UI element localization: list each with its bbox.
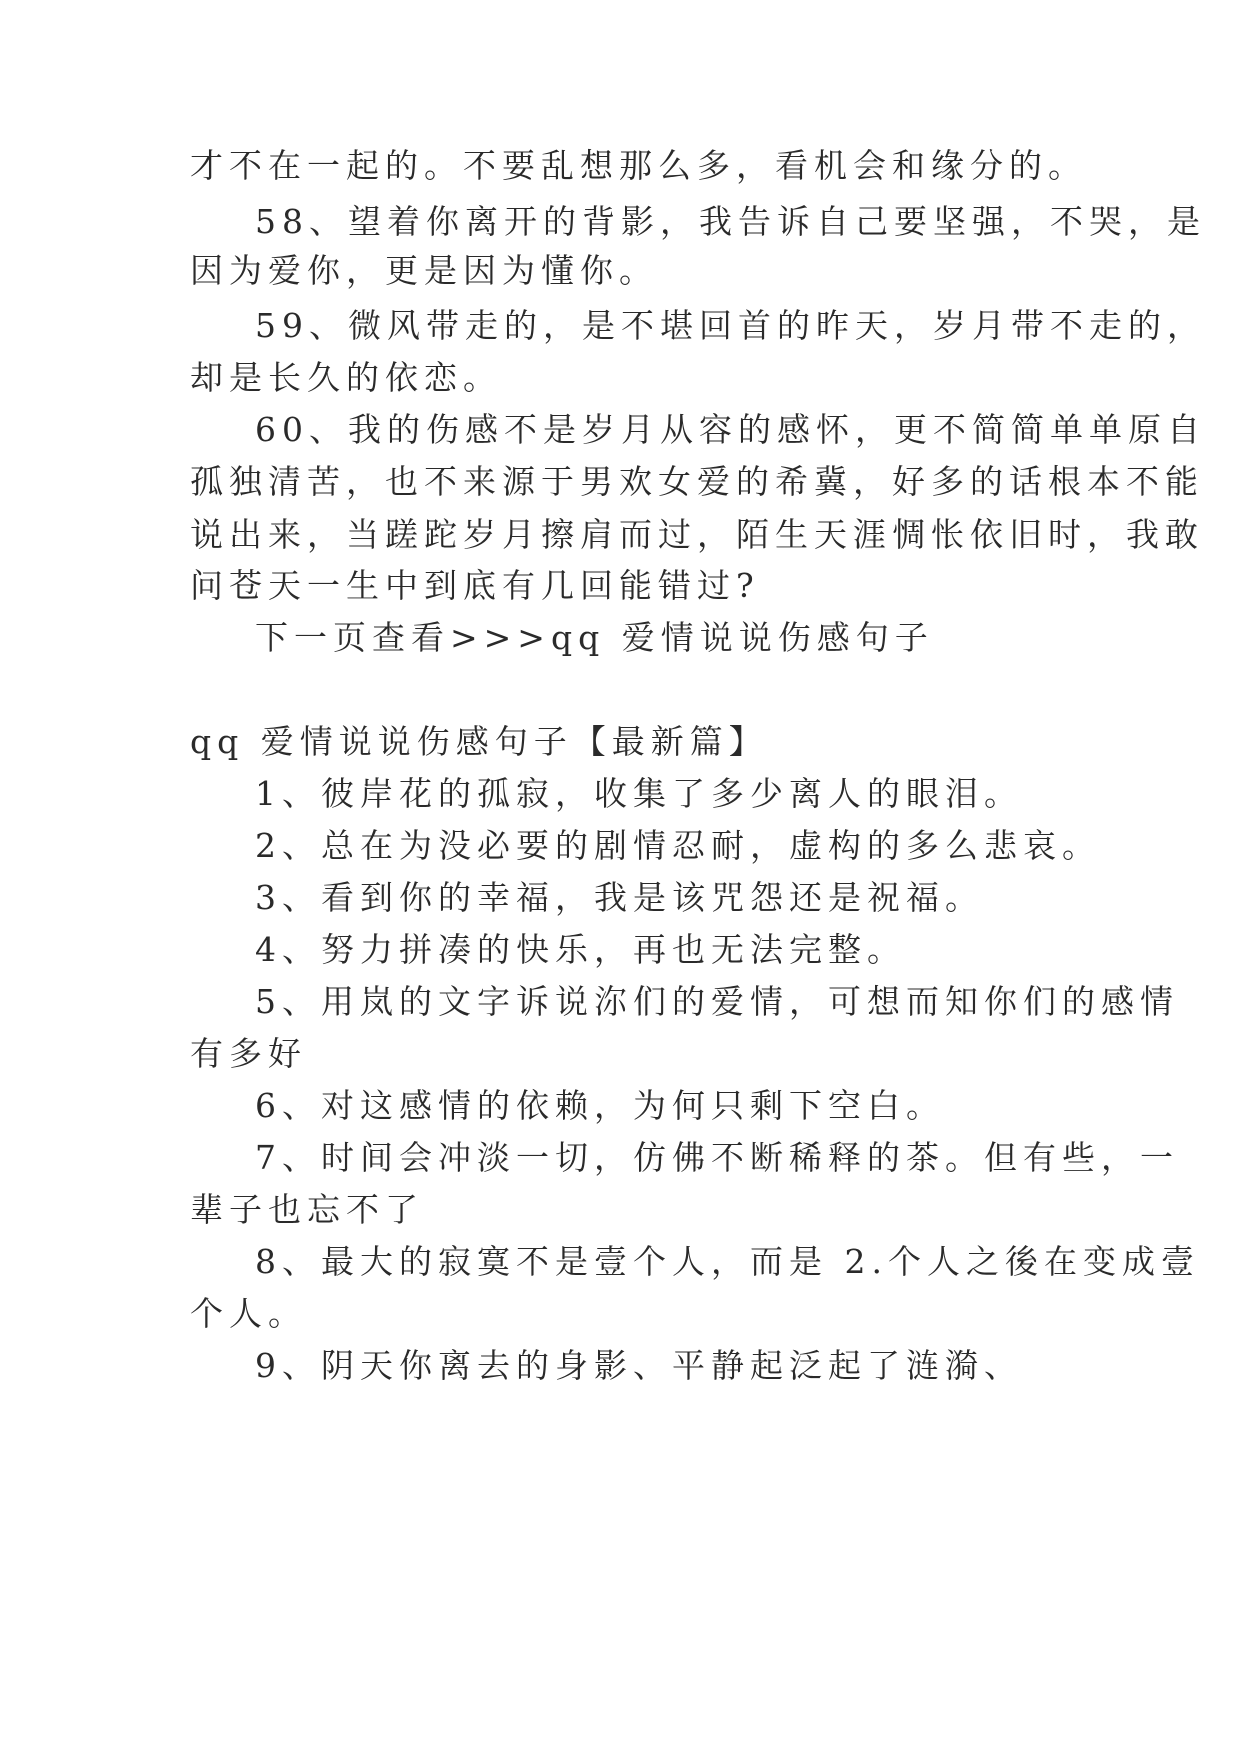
section-heading: qq 爱情说说伤感句子【最新篇】 (190, 722, 768, 761)
text-line: 6、对这感情的依赖，为何只剩下空白。 (255, 1086, 945, 1125)
text-line: 7、时间会冲淡一切，仿佛不断稀释的茶。但有些，一 (255, 1138, 1179, 1177)
text-line: 有多好 (190, 1034, 307, 1073)
text-line: 5、用岚的文字诉说沵们的爱情，可想而知你们的感情 (255, 982, 1179, 1021)
text-line: 却是长久的依恋。 (190, 358, 502, 397)
text-line: 58、望着你离开的背影，我告诉自己要坚强，不哭，是 (255, 202, 1206, 241)
text-line: 孤独清苦，也不来源于男欢女爱的希冀，好多的话根本不能 (190, 462, 1204, 501)
text-line: 因为爱你，更是因为懂你。 (190, 251, 658, 290)
text-line: 3、看到你的幸福，我是该咒怨还是祝福。 (255, 878, 984, 917)
text-line: 个人。 (190, 1294, 307, 1333)
text-line: 59、微风带走的，是不堪回首的昨天，岁月带不走的， (255, 306, 1206, 345)
text-line: 8、最大的寂寞不是壹个人，而是 2.个人之後在变成壹 (255, 1242, 1200, 1281)
text-line: 2、总在为没必要的剧情忍耐，虚构的多么悲哀。 (255, 826, 1101, 865)
text-line: 60、我的伤感不是岁月从容的感怀，更不简简单单原自 (255, 410, 1206, 449)
text-line: 说出来，当蹉跎岁月擦肩而过，陌生天涯惆怅依旧时，我敢 (190, 515, 1204, 554)
text-line: 辈子也忘不了 (190, 1190, 424, 1229)
next-page-link: 下一页查看>>>qq 爱情说说伤感句子 (255, 618, 934, 657)
text-line: 1、彼岸花的孤寂，收集了多少离人的眼泪。 (255, 774, 1023, 813)
text-line: 4、努力拼凑的快乐，再也无法完整。 (255, 930, 906, 969)
text-line: 才不在一起的。不要乱想那么多，看机会和缘分的。 (190, 146, 1087, 185)
text-line: 问苍天一生中到底有几回能错过? (190, 566, 760, 605)
text-line: 9、阴天你离去的身影、平静起泛起了涟漪、 (255, 1346, 1023, 1385)
